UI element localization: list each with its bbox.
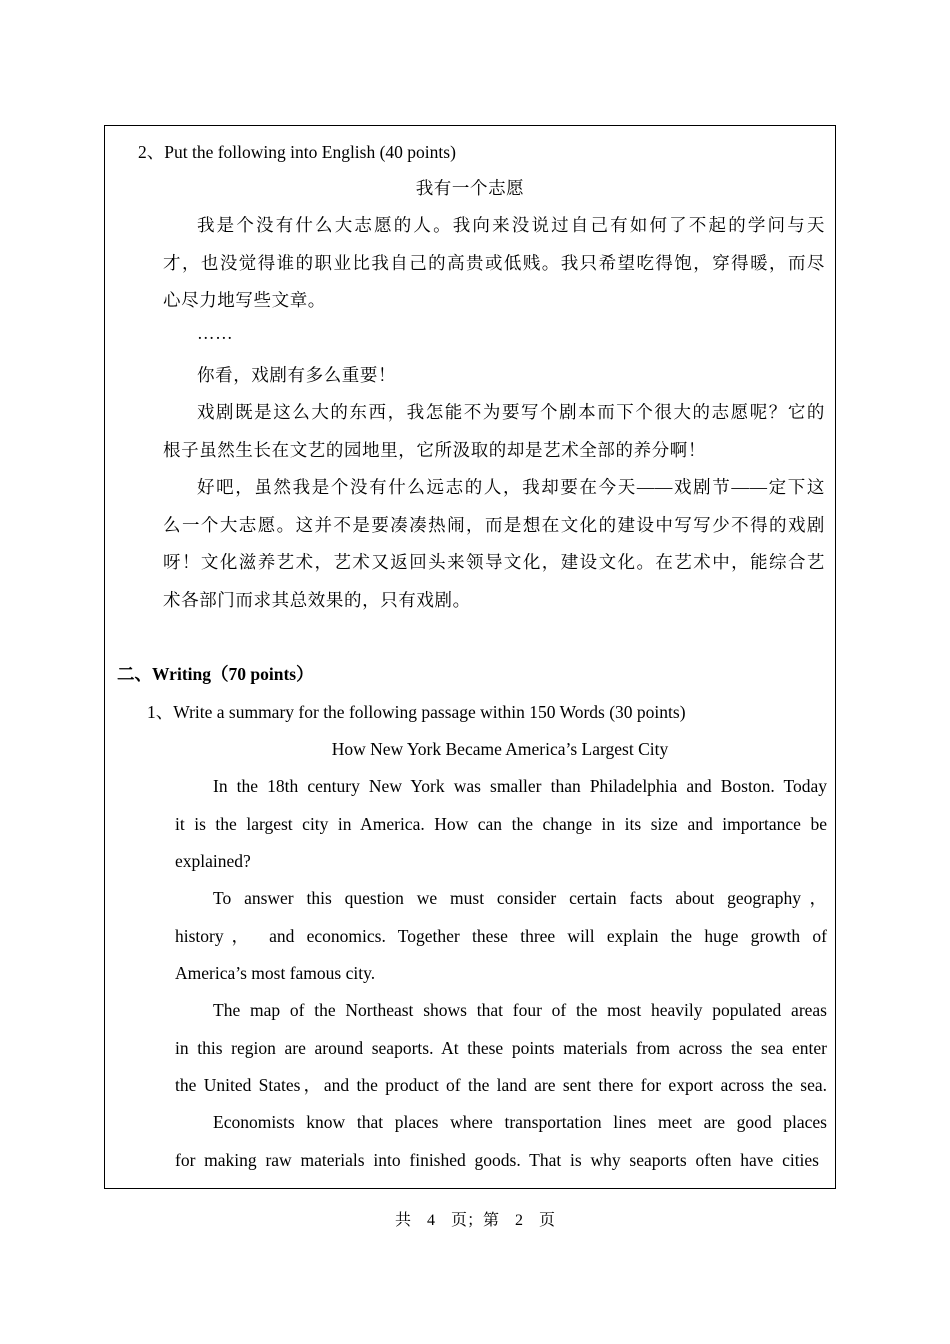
english-line: To answer this question we must consider certain facts about geography， [213,888,827,908]
chinese-line: 我是个没有什么大志愿的人。我向来没说过自己有如何了不起的学问与天 [197,215,825,235]
question-1-heading: 1、Write a summary for the following passage within 150 Words (30 points) [147,702,686,722]
ellipsis: …… [197,323,234,343]
english-line: history， and economics. Together these three will explain the huge growth of [175,926,827,946]
english-line: in this region are around seaports. At these points materials from across the sea enter [175,1038,827,1058]
english-passage-title: How New York Became America’s Largest City [331,739,669,759]
english-line: The map of the Northeast shows that four of the most heavily populated areas [213,1000,827,1020]
english-line: for making raw materials into finished goods. That is why seaports often have cities [175,1150,819,1170]
chinese-line: 戏剧既是这么大的东西，我怎能不为要写个剧本而下个很大的志愿呢？它的 [197,402,825,422]
question-box [104,125,836,1189]
chinese-line: 呀！文化滋养艺术，艺术又返回头来领导文化，建设文化。在艺术中，能综合艺 [163,552,825,572]
chinese-line: 心尽力地写些文章。 [163,290,326,310]
chinese-line: 么一个大志愿。这并不是要凑凑热闹，而是想在文化的建设中写写少不得的戏剧 [163,515,825,535]
english-line: it is the largest city in America. How can the change in its size and importance be [175,814,827,834]
page-footer: 共 4 页；第 2 页 [394,1212,555,1229]
chinese-line: 好吧，虽然我是个没有什么远志的人，我却要在今天——戏剧节——定下这 [197,477,825,497]
english-line: the United States，and the product of the land are sent there for export across the sea. [175,1075,827,1095]
chinese-line: 根子虽然生长在文艺的园地里，它所汲取的却是艺术全部的养分啊！ [163,440,706,460]
chinese-line: 你看，戏剧有多么重要！ [197,365,397,385]
english-line: explained? [175,851,251,871]
chinese-passage-title: 我有一个志愿 [415,178,525,198]
english-line: America’s most famous city. [175,963,376,983]
chinese-line: 术各部门而求其总效果的，只有戏剧。 [163,590,471,610]
english-line: Economists know that places where transportation lines meet are good places [213,1112,827,1132]
writing-section-heading: 二、Writing（70 points） [117,664,314,684]
chinese-line: 才，也没觉得谁的职业比我自己的高贵或低贱。我只希望吃得饱，穿得暖，而尽 [163,253,825,273]
english-line: In the 18th century New York was smaller than Philadelphia and Boston. Today [213,776,827,796]
question-2-heading: 2、Put the following into English (40 points) [138,142,456,162]
